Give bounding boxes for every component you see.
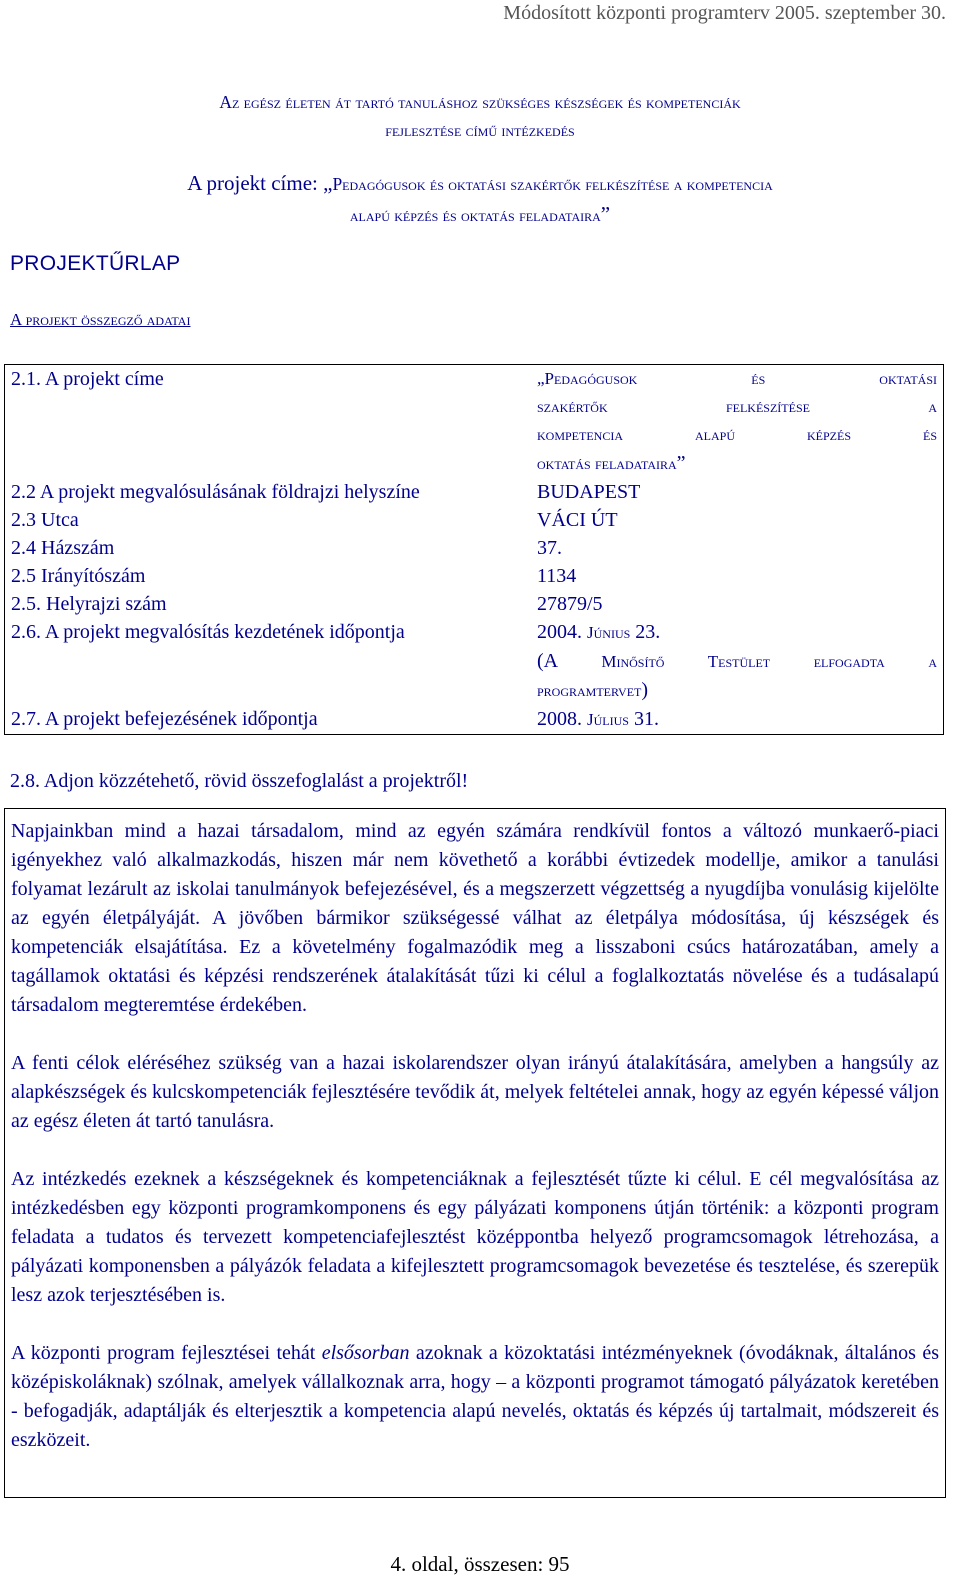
approval-note-close: ) bbox=[641, 679, 649, 701]
project-title-line-2 bbox=[14, 199, 946, 230]
approval-note-text-2: programtervet bbox=[537, 681, 642, 700]
row-label: 2.4 Házszám bbox=[11, 537, 115, 559]
form-heading: PROJEKTŰRLAP bbox=[10, 252, 181, 275]
row-label: 2.2 A projekt megvalósulásának földrajzi helyszíne bbox=[11, 481, 420, 503]
project-name-line-4 bbox=[537, 449, 937, 478]
start-date-year: 2004. bbox=[537, 621, 587, 643]
approval-note-line-1 bbox=[537, 647, 937, 676]
row-value: 27879/5 bbox=[537, 593, 603, 615]
table-row bbox=[5, 478, 944, 506]
summary-paragraph-4-part-b: azoknak a közoktatási intézményeknek (óvodáknak, általános és középiskoláknak) szólnak, amelyek vállalkoznak arra, hogy – a központi programot támogató pályázatok keretében - befogadják, adaptálják és elterjesztik a kompetencia alapú nevelés, oktatás és képzés új tartalmait, módszereit és eszközeit. bbox=[11, 1342, 939, 1451]
project-title-line-1 bbox=[14, 168, 946, 199]
summary-heading: A projekt összegző adatai bbox=[10, 310, 191, 329]
project-name-line-2: szakértők felkészítése a bbox=[537, 397, 937, 416]
approval-note-text-1: Minősítő Testület elfogadta a bbox=[601, 652, 937, 671]
row-label: 2.6. A projekt megvalósítás kezdetének időpontja bbox=[11, 621, 405, 643]
project-data-table bbox=[4, 364, 944, 735]
project-name-line-4-text: oktatás feladataira bbox=[537, 454, 677, 473]
row-value: 37. bbox=[537, 537, 562, 559]
table-row bbox=[5, 506, 944, 534]
measure-title-line-2: fejlesztése című intézkedés bbox=[385, 120, 575, 140]
start-date bbox=[537, 618, 937, 647]
project-name-quote-close: ” bbox=[676, 452, 686, 474]
row-label: 2.5 Irányítószám bbox=[11, 565, 146, 587]
summary-paragraph-3: Az intézkedés ezeknek a készségeknek és kompetenciáknak a fejlesztését tűzte ki célul. E cél megvalósítása az intézkedésben egy központi programkomponens és egy pályázati komponens útján történik: a központi program feladata a tudatos és tervezett kompetenciafejlesztést középpontba helyező programcsomagok létrehozása, a pályázati komponensben a pályázók feladata a kifejlesztett programcsomagok bevezetése és tesztelése, és szerepük lesz azok terjesztésében is. bbox=[11, 1168, 939, 1306]
table-row bbox=[5, 618, 944, 705]
approval-note-open: (A bbox=[537, 650, 602, 672]
end-date-month: Július bbox=[587, 710, 629, 729]
table-row bbox=[5, 562, 944, 590]
summary-paragraph-2: A fenti célok eléréséhez szükség van a hazai iskolarendszer olyan irányú átalakítására, amelyben a hangsúly az alapkészségek és kulcskompetenciák fejlesztésére tevődik át, melyek feltételei annak, hogy az egyén képessé váljon az egész életen át tartó tanulásra. bbox=[11, 1052, 939, 1132]
table-row bbox=[5, 705, 944, 735]
page-footer: 4. oldal, összesen: 95 bbox=[390, 1552, 570, 1576]
approval-note-line-2 bbox=[537, 676, 937, 705]
row-label: 2.3 Utca bbox=[11, 509, 79, 531]
row-label: 2.1. A projekt címe bbox=[11, 368, 164, 390]
page-header: Módosított központi programterv 2005. szeptember 30. bbox=[503, 2, 946, 24]
row-value bbox=[530, 705, 944, 735]
summary-box bbox=[4, 808, 946, 1498]
summary-paragraph-4-part-a: A központi program fejlesztései tehát bbox=[11, 1342, 322, 1364]
start-date-month: Június bbox=[587, 623, 631, 642]
summary-paragraph-1: Napjainkban mind a hazai társadalom, mind az egyén számára rendkívül fontos a változó munkaerő-piaci igényekhez való alkalmazkodás, hiszen már nem követhető a korábbi évtizedek modellje, amikor a tanulási folyamat lezárult az iskolai tanulmányok befejezésével, és a megszerzett végzettség a nyugdíjba vonulásig kijelölte az egyén életpályáját. A jövőben bármikor szükségessé válhat az életpálya módosítása, új készségek és kompetenciák elsajátítása. Ez a követelmény fogalmazódik meg a lisszaboni csúcs határozatában, amely a tagállamok oktatási és képzési rendszerének átalakítását tűzi ki célul a foglalkoztatás növelése és a tudásalapú társadalom megteremtése érdekében. bbox=[11, 820, 939, 1016]
start-date-day: 23. bbox=[630, 621, 661, 643]
row-value: BUDAPEST bbox=[537, 481, 641, 503]
summary-paragraph-4-emphasis: elsősorban bbox=[321, 1342, 410, 1364]
row-value bbox=[530, 618, 944, 705]
project-title-text-1: Pedagógusok és oktatási szakértők felkészítése a kompetencia bbox=[332, 174, 773, 194]
measure-title bbox=[14, 88, 946, 144]
summary-paragraph-4 bbox=[11, 1339, 939, 1455]
row-value: VÁCI ÚT bbox=[537, 509, 618, 531]
end-date-day: 31. bbox=[628, 708, 659, 730]
row-label: 2.7. A projekt befejezésének időpontja bbox=[11, 708, 318, 730]
row-label: 2.5. Helyrajzi szám bbox=[11, 593, 167, 615]
project-title-suffix: ” bbox=[600, 202, 611, 226]
table-row bbox=[5, 365, 944, 479]
row-value bbox=[530, 365, 944, 479]
project-title-text-2: alapú képzés és oktatás feladataira bbox=[349, 205, 601, 225]
project-name-line-1: „Pedagógusok és oktatási bbox=[537, 369, 937, 388]
project-name-line-3: kompetencia alapú képzés és bbox=[537, 425, 937, 444]
end-date-year: 2008. bbox=[537, 708, 587, 730]
project-title-prefix: A projekt címe: „ bbox=[187, 171, 333, 195]
project-title bbox=[14, 168, 946, 230]
table-row bbox=[5, 590, 944, 618]
row-value: 1134 bbox=[537, 565, 577, 587]
table-row bbox=[5, 534, 944, 562]
summary-question: 2.8. Adjon közzétehető, rövid összefoglalást a projektről! bbox=[10, 770, 469, 792]
measure-title-line-1: Az egész életen át tartó tanuláshoz szükséges készségek és kompetenciák bbox=[219, 92, 741, 112]
